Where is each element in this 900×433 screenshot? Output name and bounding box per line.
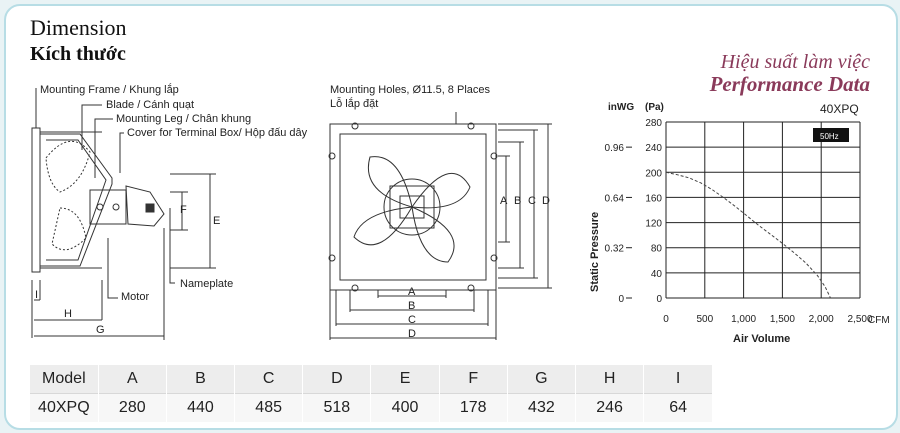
- mounting-frame: [32, 128, 40, 272]
- y-tick-labels-inwg: [605, 143, 632, 305]
- chart-grid: [666, 122, 860, 298]
- y-tick-label: 120: [645, 218, 662, 230]
- table-cell: 246: [576, 394, 644, 423]
- dim-label-c-h: C: [408, 314, 416, 326]
- table-header-cell: Model: [30, 365, 98, 394]
- y-axis-label: Static Pressure: [589, 211, 601, 292]
- y-tick-labels-pa: [645, 118, 662, 305]
- y-tick-label: 160: [645, 193, 662, 205]
- performance-curve: [666, 172, 831, 298]
- table-cell: 40XPQ: [30, 394, 98, 423]
- table-header-cell: I: [644, 365, 712, 394]
- y-tick-label-inwg: 0.96: [604, 143, 624, 155]
- table-body: [30, 394, 712, 423]
- dim-label-i: I: [35, 289, 39, 301]
- table-cell: 280: [98, 394, 166, 423]
- y-unit-right: (Pa): [645, 102, 664, 113]
- y-tick-label: 280: [645, 118, 662, 129]
- table-header-cell: H: [576, 365, 644, 394]
- table-header-row: [30, 365, 712, 394]
- dim-label-h: H: [64, 308, 72, 320]
- table-cell: 440: [166, 394, 234, 423]
- table-header-cell: C: [235, 365, 303, 394]
- y-tick-label: 0: [656, 294, 662, 305]
- spec-table: [30, 365, 712, 422]
- dim-label-a: A: [500, 195, 508, 207]
- dim-label-c: C: [528, 195, 536, 207]
- front-view-drawing: [320, 112, 565, 362]
- y-tick-label: 40: [650, 268, 662, 280]
- table-cell: 400: [371, 394, 439, 423]
- dim-label-b-h: B: [408, 300, 416, 312]
- callout-motor: Motor: [121, 291, 150, 303]
- x-tick-label: 2,500: [847, 314, 873, 325]
- y-tick-label-inwg: 0.32: [604, 243, 624, 255]
- dimension-title-vi: Kích thước: [30, 43, 126, 65]
- table-header-cell: D: [303, 365, 371, 394]
- table-cell: 178: [439, 394, 507, 423]
- blade: [46, 141, 90, 192]
- callout-mounting-frame: Mounting Frame / Khung lắp: [40, 84, 179, 96]
- mounting-holes-note-vi: Lỗ lắp đặt: [330, 98, 379, 110]
- table-cell: 485: [235, 394, 303, 423]
- leader-line: [82, 105, 102, 150]
- performance-title: Performance Data: [709, 72, 870, 96]
- frequency-badge-label: 50Hz: [820, 132, 839, 141]
- table-header-cell: F: [439, 365, 507, 394]
- leader-line: [95, 119, 113, 178]
- table-cell: 64: [644, 394, 712, 423]
- leader-line: [120, 133, 124, 173]
- table-cell: 432: [507, 394, 575, 423]
- x-tick-label: 2,000: [808, 314, 834, 325]
- leader-line: [170, 208, 175, 283]
- dim-label-e: E: [213, 215, 221, 227]
- callout-mounting-leg: Mounting Leg / Chân khung: [116, 113, 252, 125]
- x-tick-label: 500: [696, 314, 714, 325]
- dim-label-d: D: [542, 195, 550, 207]
- terminal-box: [126, 186, 164, 226]
- dim-label-b: B: [514, 195, 522, 207]
- dimension-title: Dimension: [30, 15, 127, 40]
- y-tick-label-inwg: 0.64: [604, 193, 624, 205]
- table-header-cell: B: [166, 365, 234, 394]
- chart-title: 40XPQ: [820, 102, 859, 116]
- callout-nameplate: Nameplate: [180, 278, 234, 290]
- table-row: [30, 394, 712, 423]
- side-view-drawing: [20, 88, 250, 348]
- x-tick-labels: [663, 314, 873, 325]
- x-tick-label: 0: [663, 314, 669, 325]
- y-tick-label: 80: [650, 243, 662, 255]
- dim-label-f: F: [180, 204, 187, 216]
- dim-label-g: G: [96, 324, 105, 336]
- callout-blade: Blade / Cánh quạt: [106, 99, 195, 111]
- y-tick-label-inwg: 0: [618, 294, 624, 305]
- callout-terminal-box: Cover for Terminal Box/ Hộp đấu dây: [127, 127, 308, 139]
- x-tick-label: 1,000: [731, 314, 757, 325]
- performance-title-vi: Hiệu suất làm việc: [720, 51, 870, 73]
- table-cell: 518: [303, 394, 371, 423]
- leader-line: [108, 238, 118, 298]
- table-header-cell: G: [507, 365, 575, 394]
- x-tick-label: 1,500: [769, 314, 795, 325]
- x-axis-label: Air Volume: [733, 333, 791, 345]
- y-unit-left: inWG: [608, 102, 635, 113]
- mounting-holes-note: Mounting Holes, Ø11.5, 8 Places: [330, 84, 490, 96]
- dim-label-a-h: A: [408, 286, 416, 298]
- table-header-cell: E: [371, 365, 439, 394]
- dim-label-d-h: D: [408, 328, 416, 340]
- performance-chart: [580, 96, 895, 351]
- y-tick-label: 200: [645, 168, 662, 180]
- x-unit: CFM: [868, 315, 890, 326]
- table-header-cell: A: [98, 365, 166, 394]
- y-tick-label: 240: [645, 143, 662, 155]
